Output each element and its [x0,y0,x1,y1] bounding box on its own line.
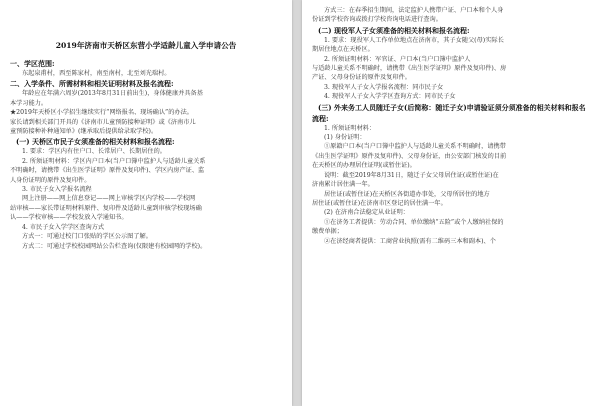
subsection-2-heading: (二) 现役军人子女须准备的相关材料和报名流程: [318,25,470,35]
paragraph-line: 方式一：可通过校门口张贴的学区公示图了解。 [22,233,152,241]
paragraph-line: 本学习能力。 [10,99,48,107]
section-2-heading: 二、入学条件、所需材料和相关证明材料及报名流程: [10,79,174,89]
paragraph-line: 期居住地点在天桥区。 [312,46,374,54]
paragraph-line: 济南累计居住满一年。 [312,181,374,189]
section-1-text: 东起泉甫村，西至陈家村，南至南村，北至刘光瑞村。 [22,70,171,77]
paragraph-line: 1. 要求：学区内有住户口、长常居户、长期居住的。 [22,148,166,156]
left-page-content [10,40,282,251]
paragraph-line: 产证、父母身份证的原件及复印件。 [312,74,411,82]
subsection-3-heading: (三) 外来务工人员随迁子女(后简称：随迁子女)申请验证须分须准备的相关材料和报名流程: [312,102,586,123]
paragraph-line: ②在济经商者提供：工商营业执照(需有二维码三本和副本)、个 [324,237,496,245]
paragraph-line: 1. 要求：现役军人工作单位地点在济南市，其子女随父(母)实际长 [324,36,504,44]
paragraph-line: 站审核——家长带证明材料原件、复印件及适龄儿童到审核学校现场确 [10,204,202,212]
paragraph-line: 居住证(或暂住证)在济南市区登记的居住满一年。 [312,199,447,207]
announcement-title: 2019年济南市天桥区东营小学适龄儿童入学申请公告 [55,41,237,50]
paragraph-line: 3. 现役军人子女入学报名流程：同市民子女 [324,83,444,91]
paragraph-line: 年龄应在年满六周岁(2013年8月31日前出生)，身体健康并具备基 [22,90,203,98]
paragraph-line: 与适龄儿童关系不明确时，请携带《出生医学证明》原件及复印件)、房 [312,65,507,73]
paragraph-line: ①原籍户口本(当户口簿中监护人与适龄儿童关系不明确时，请携带 [324,143,506,151]
paragraph-line: 1. 所须证明材料： [324,124,376,132]
paragraph-line: (1) 身份证明： [324,134,366,142]
right-page [302,0,600,406]
right-page-content [312,6,590,246]
paragraph-line: 不明确时，请携带《出生医学证明》原件及复印件)、学区内房产证、监 [10,167,205,175]
left-page [0,0,292,406]
paragraph-line: 人身份证明的原件及复印件。 [10,176,91,184]
paragraph-line: 家长请到相关部门开具的《济南市儿童预防接种证明》或《济南市儿 [10,118,196,126]
paragraph-line: 方式二：可通过学校校园网站公告栏查询(仅限建有校园网的学校)。 [22,242,207,250]
subsection-1-heading: (一) 天桥区市民子女须准备的相关材料和报名流程: [16,137,175,147]
paragraph-line: 认——学校审核——学校发放入学通知书。 [10,214,128,222]
paragraph-line: ★2019年天桥区小学招生继续实行“网络报名、现场确认”的办法。 [10,109,193,117]
section-1-heading: 一、学区范围: [10,59,55,68]
paragraph-line: 童预防接种补种通知单》(继承取后提供给录取学校)。 [10,128,158,136]
paragraph-line: 方式三：在春季招生期间，法定监护人携带户证、户口本和个人身 [324,7,504,14]
paragraph-line: 网上注册——网上信息登记——网上审核学区内学校——学校网 [22,195,196,203]
paragraph-line: 在天桥区的办理居住证明(或暂住证)。 [312,162,416,170]
paragraph-line: 2. 所须证明材料：学区内户口本(当户口簿中监护人与适龄儿童关系 [22,157,206,165]
paragraph-line: (2) 在济南合法稳定从业证明： [324,209,409,217]
paragraph-line: 4. 现役军人子女入学学区查询方式：同市民子女 [324,93,456,101]
paragraph-line: 《出生医学证明》原件及复印件)、父母身份证，由公安部门核发的目前 [312,152,507,160]
paragraph-line: 2. 所须证明材料：军官证、户口本(当户口簿中监护人 [324,55,471,63]
paragraph-line: 份证到学校咨询或拨打学校咨询电话进行查询。 [312,16,442,24]
paragraph-line: ①在济务工者提供：劳动合同、单位缴纳“五险”或个人缴纳社保的 [324,218,504,226]
paragraph-line: 缴费单据； [312,228,343,236]
paragraph-line: 4. 市民子女入学学区查询方式 [22,223,105,231]
paragraph-line: 说明：截至2019年8月31日，随迁子女父母居住证(或暂住证)在 [324,171,499,179]
paragraph-line: 居住证(或暂住证)在天桥区各街道办事处，父母所居住的地方 [324,190,490,198]
paragraph-line: 3. 市民子女入学报名流程 [22,186,92,194]
